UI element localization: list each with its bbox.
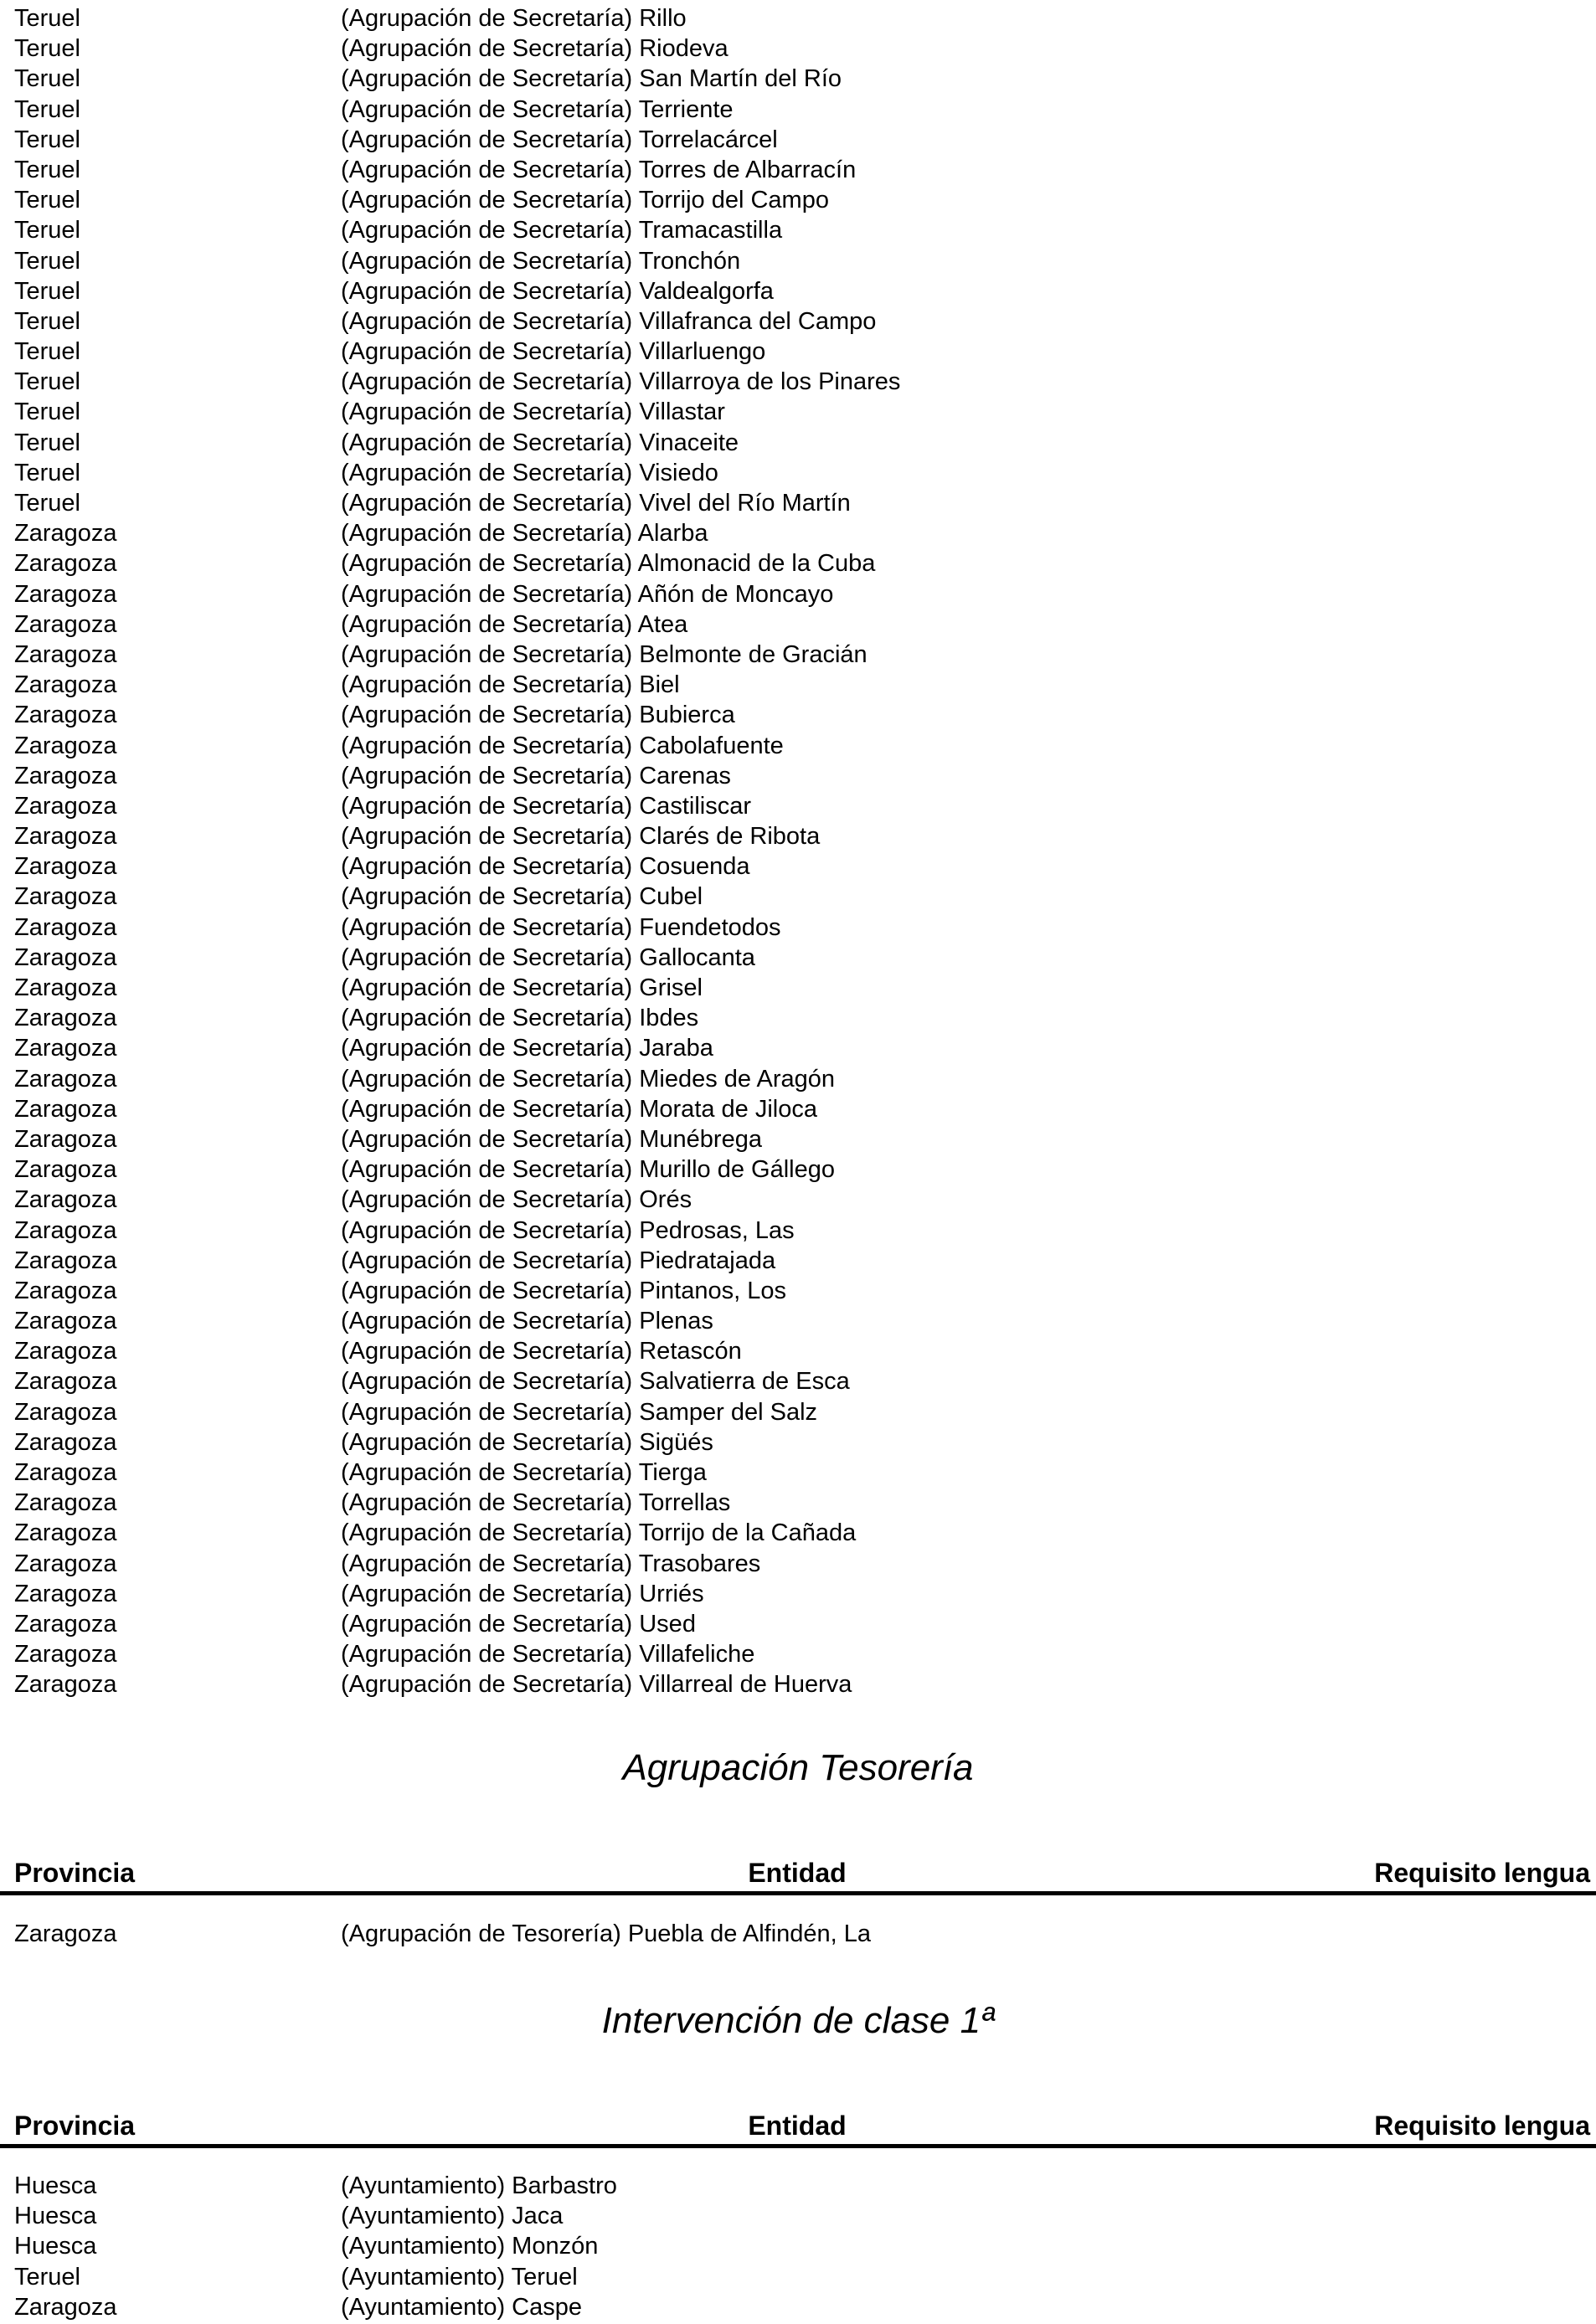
entidad-cell: (Agrupación de Secretaría) Villafeliche bbox=[341, 1641, 755, 1668]
table-row bbox=[0, 1216, 1596, 1246]
entidad-cell: (Agrupación de Secretaría) Murillo de Gállego bbox=[341, 1156, 835, 1184]
provincia-cell: Teruel bbox=[14, 338, 80, 366]
entidad-cell: (Agrupación de Secretaría) Salvatierra de Esca bbox=[341, 1368, 850, 1396]
entidad-cell: (Agrupación de Secretaría) Munébrega bbox=[341, 1125, 762, 1153]
entidad-cell: (Agrupación de Secretaría) Terriente bbox=[341, 95, 734, 123]
entidad-cell: (Agrupación de Secretaría) Clarés de Ribota bbox=[341, 823, 821, 851]
provincia-cell: Teruel bbox=[14, 307, 80, 335]
table-row bbox=[0, 428, 1596, 458]
table-row bbox=[0, 1124, 1596, 1154]
provincia-cell: Teruel bbox=[14, 459, 80, 486]
entidad-cell: (Agrupación de Secretaría) Pintanos, Los bbox=[341, 1277, 786, 1304]
header-entidad: Entidad bbox=[748, 2111, 847, 2141]
provincia-cell: Zaragoza bbox=[14, 671, 117, 699]
table-row bbox=[0, 1639, 1596, 1669]
table-row bbox=[0, 185, 1596, 215]
provincia-cell: Zaragoza bbox=[14, 1459, 117, 1486]
intervencion-header-rule bbox=[0, 2144, 1596, 2148]
provincia-cell: Zaragoza bbox=[14, 610, 117, 638]
entidad-cell: (Agrupación de Secretaría) Plenas bbox=[341, 1308, 713, 1335]
tesoreria-section-title: Agrupación Tesorería bbox=[622, 1747, 974, 1788]
provincia-cell: Zaragoza bbox=[14, 1005, 117, 1032]
entidad-cell: (Agrupación de Secretaría) Villarreal de Huerva bbox=[341, 1671, 852, 1699]
entidad-cell: (Agrupación de Secretaría) San Martín del Río bbox=[341, 65, 842, 93]
table-row bbox=[0, 943, 1596, 973]
provincia-cell: Teruel bbox=[14, 5, 80, 32]
intervencion-list bbox=[0, 2171, 1596, 2322]
table-row bbox=[0, 1306, 1596, 1336]
entidad-cell: (Agrupación de Secretaría) Biel bbox=[341, 671, 680, 699]
table-row bbox=[0, 579, 1596, 609]
entidad-cell: (Ayuntamiento) Teruel bbox=[341, 2263, 578, 2291]
table-row bbox=[0, 337, 1596, 367]
entidad-cell: (Agrupación de Secretaría) Samper del Salz bbox=[341, 1398, 818, 1426]
table-row bbox=[0, 609, 1596, 640]
table-row bbox=[0, 1366, 1596, 1396]
entidad-cell: (Ayuntamiento) Monzón bbox=[341, 2233, 599, 2260]
provincia-cell: Teruel bbox=[14, 187, 80, 214]
provincia-cell: Zaragoza bbox=[14, 1186, 117, 1214]
provincia-cell: Zaragoza bbox=[14, 520, 117, 548]
entidad-cell: (Agrupación de Secretaría) Cabolafuente bbox=[341, 732, 784, 759]
table-row bbox=[0, 458, 1596, 488]
table-row bbox=[0, 518, 1596, 548]
table-row bbox=[0, 1154, 1596, 1185]
table-row bbox=[0, 1458, 1596, 1488]
provincia-cell: Zaragoza bbox=[14, 1428, 117, 1456]
provincia-cell: Zaragoza bbox=[14, 823, 117, 851]
entidad-cell: (Agrupación de Secretaría) Retascón bbox=[341, 1338, 742, 1365]
table-row bbox=[0, 2292, 1596, 2322]
intervencion-table-header bbox=[14, 2109, 1590, 2142]
entidad-cell: (Agrupación de Secretaría) Torrijo del Campo bbox=[341, 187, 829, 214]
table-row bbox=[0, 246, 1596, 276]
provincia-cell: Zaragoza bbox=[14, 1610, 117, 1638]
table-row bbox=[0, 1669, 1596, 1699]
entidad-cell: (Agrupación de Secretaría) Torrellas bbox=[341, 1489, 731, 1517]
entidad-cell: (Agrupación de Secretaría) Piedratajada bbox=[341, 1247, 776, 1274]
entidad-cell: (Agrupación de Secretaría) Tronchón bbox=[341, 247, 741, 275]
entidad-cell: (Agrupación de Secretaría) Fuendetodos bbox=[341, 913, 781, 941]
entidad-cell: (Agrupación de Secretaría) Rillo bbox=[341, 5, 687, 32]
provincia-cell: Zaragoza bbox=[14, 1519, 117, 1547]
entidad-cell: (Agrupación de Secretaría) Riodeva bbox=[341, 35, 728, 63]
entidad-cell: (Agrupación de Secretaría) Morata de Jiloca bbox=[341, 1095, 818, 1123]
table-row bbox=[0, 700, 1596, 730]
entidad-cell: (Agrupación de Secretaría) Villarroya de los Pinares bbox=[341, 368, 901, 396]
entidad-cell: (Agrupación de Secretaría) Villafranca del Campo bbox=[341, 307, 877, 335]
provincia-cell: Zaragoza bbox=[14, 1035, 117, 1062]
entidad-cell: (Agrupación de Secretaría) Carenas bbox=[341, 762, 731, 789]
provincia-cell: Zaragoza bbox=[14, 1277, 117, 1304]
table-row bbox=[0, 1094, 1596, 1124]
provincia-cell: Zaragoza bbox=[14, 883, 117, 911]
table-row bbox=[0, 882, 1596, 912]
entidad-cell: (Agrupación de Secretaría) Trasobares bbox=[341, 1550, 761, 1577]
entidad-cell: (Ayuntamiento) Caspe bbox=[341, 2293, 583, 2321]
provincia-cell: Huesca bbox=[14, 2172, 97, 2199]
provincia-cell: Zaragoza bbox=[14, 1095, 117, 1123]
provincia-cell: Teruel bbox=[14, 247, 80, 275]
table-row bbox=[0, 1518, 1596, 1548]
provincia-cell: Teruel bbox=[14, 156, 80, 183]
table-row bbox=[0, 1549, 1596, 1579]
table-row bbox=[0, 640, 1596, 670]
entidad-cell: (Agrupación de Secretaría) Alarba bbox=[341, 520, 708, 548]
provincia-cell: Teruel bbox=[14, 368, 80, 396]
entidad-cell: (Agrupación de Secretaría) Torrelacárcel bbox=[341, 126, 778, 153]
provincia-cell: Zaragoza bbox=[14, 913, 117, 941]
secretaria-list bbox=[0, 3, 1596, 1700]
entidad-cell: (Agrupación de Secretaría) Cosuenda bbox=[341, 853, 750, 881]
entidad-cell: (Ayuntamiento) Jaca bbox=[341, 2203, 564, 2230]
table-row bbox=[0, 155, 1596, 185]
provincia-cell: Zaragoza bbox=[14, 580, 117, 608]
header-provincia: Provincia bbox=[14, 2111, 136, 2141]
table-row bbox=[0, 548, 1596, 578]
table-row bbox=[0, 367, 1596, 397]
table-row bbox=[0, 488, 1596, 518]
table-row bbox=[0, 1488, 1596, 1518]
intervencion-section-title: Intervención de clase 1ª bbox=[601, 2000, 995, 2041]
table-row bbox=[0, 2201, 1596, 2231]
provincia-cell: Zaragoza bbox=[14, 702, 117, 729]
table-row bbox=[0, 2262, 1596, 2292]
entidad-cell: (Agrupación de Secretaría) Vivel del Río Martín bbox=[341, 490, 851, 517]
provincia-cell: Teruel bbox=[14, 277, 80, 305]
provincia-cell: Zaragoza bbox=[14, 550, 117, 578]
provincia-cell: Teruel bbox=[14, 429, 80, 456]
table-row bbox=[0, 1336, 1596, 1366]
table-row bbox=[0, 1033, 1596, 1063]
entidad-cell: (Agrupación de Secretaría) Miedes de Aragón bbox=[341, 1065, 836, 1093]
provincia-cell: Zaragoza bbox=[14, 1550, 117, 1577]
tesoreria-table-header bbox=[14, 1856, 1590, 1890]
provincia-cell: Zaragoza bbox=[14, 640, 117, 668]
table-row bbox=[0, 851, 1596, 882]
provincia-cell: Teruel bbox=[14, 2263, 80, 2291]
provincia-cell: Zaragoza bbox=[14, 1216, 117, 1244]
entidad-cell: (Agrupación de Secretaría) Torrijo de la Cañada bbox=[341, 1519, 857, 1547]
provincia-cell: Zaragoza bbox=[14, 943, 117, 971]
provincia-cell: Zaragoza bbox=[14, 1338, 117, 1365]
table-row bbox=[0, 1276, 1596, 1306]
table-row bbox=[0, 913, 1596, 943]
table-row bbox=[0, 1427, 1596, 1458]
table-row bbox=[0, 761, 1596, 791]
provincia-cell: Zaragoza bbox=[14, 1156, 117, 1184]
provincia-cell: Huesca bbox=[14, 2233, 97, 2260]
entidad-cell: (Agrupación de Secretaría) Cubel bbox=[341, 883, 703, 911]
provincia-cell: Zaragoza bbox=[14, 1247, 117, 1274]
provincia-cell: Zaragoza bbox=[14, 1641, 117, 1668]
provincia-cell: Zaragoza bbox=[14, 732, 117, 759]
table-row bbox=[0, 1064, 1596, 1094]
table-row bbox=[0, 2231, 1596, 2261]
table-row bbox=[0, 1609, 1596, 1639]
entidad-cell: (Agrupación de Tesorería) Puebla de Alfindén, La bbox=[341, 1920, 872, 1947]
table-row bbox=[0, 276, 1596, 306]
provincia-cell: Zaragoza bbox=[14, 1065, 117, 1093]
tesoreria-header-rule bbox=[0, 1891, 1596, 1895]
provincia-cell: Zaragoza bbox=[14, 1489, 117, 1517]
provincia-cell: Zaragoza bbox=[14, 1125, 117, 1153]
entidad-cell: (Agrupación de Secretaría) Vinaceite bbox=[341, 429, 739, 456]
provincia-cell: Zaragoza bbox=[14, 1580, 117, 1607]
entidad-cell: (Agrupación de Secretaría) Grisel bbox=[341, 974, 703, 1001]
entidad-cell: (Agrupación de Secretaría) Belmonte de Gracián bbox=[341, 640, 868, 668]
table-row bbox=[0, 670, 1596, 700]
provincia-cell: Teruel bbox=[14, 65, 80, 93]
entidad-cell: (Agrupación de Secretaría) Castiliscar bbox=[341, 792, 751, 820]
table-row bbox=[0, 33, 1596, 64]
entidad-cell: (Agrupación de Secretaría) Villastar bbox=[341, 398, 725, 426]
entidad-cell: (Agrupación de Secretaría) Ibdes bbox=[341, 1005, 699, 1032]
table-row bbox=[0, 125, 1596, 155]
provincia-cell: Zaragoza bbox=[14, 1671, 117, 1699]
table-row bbox=[0, 95, 1596, 125]
provincia-cell: Teruel bbox=[14, 217, 80, 244]
provincia-cell: Zaragoza bbox=[14, 1308, 117, 1335]
entidad-cell: (Agrupación de Secretaría) Pedrosas, Las bbox=[341, 1216, 795, 1244]
entidad-cell: (Agrupación de Secretaría) Orés bbox=[341, 1186, 692, 1214]
table-row bbox=[0, 64, 1596, 94]
provincia-cell: Zaragoza bbox=[14, 1920, 117, 1947]
table-row bbox=[0, 215, 1596, 245]
header-provincia: Provincia bbox=[14, 1858, 136, 1888]
header-requisito-lengua: Requisito lengua bbox=[1374, 1858, 1590, 1888]
entidad-cell: (Agrupación de Secretaría) Visiedo bbox=[341, 459, 718, 486]
table-row bbox=[0, 1246, 1596, 1276]
entidad-cell: (Agrupación de Secretaría) Añón de Moncayo bbox=[341, 580, 834, 608]
provincia-cell: Teruel bbox=[14, 35, 80, 63]
entidad-cell: (Agrupación de Secretaría) Tramacastilla bbox=[341, 217, 783, 244]
entidad-cell: (Agrupación de Secretaría) Valdealgorfa bbox=[341, 277, 774, 305]
table-row bbox=[0, 1397, 1596, 1427]
entidad-cell: (Agrupación de Secretaría) Used bbox=[341, 1610, 696, 1638]
table-row bbox=[0, 306, 1596, 337]
entidad-cell: (Agrupación de Secretaría) Almonacid de la Cuba bbox=[341, 550, 876, 578]
entidad-cell: (Agrupación de Secretaría) Bubierca bbox=[341, 702, 735, 729]
provincia-cell: Huesca bbox=[14, 2203, 97, 2230]
provincia-cell: Zaragoza bbox=[14, 792, 117, 820]
table-row bbox=[0, 791, 1596, 821]
header-entidad: Entidad bbox=[748, 1858, 847, 1888]
entidad-cell: (Agrupación de Secretaría) Urriés bbox=[341, 1580, 704, 1607]
entidad-cell: (Agrupación de Secretaría) Torres de Albarracín bbox=[341, 156, 857, 183]
table-row bbox=[0, 397, 1596, 427]
provincia-cell: Zaragoza bbox=[14, 2293, 117, 2321]
table-row bbox=[0, 821, 1596, 851]
entidad-cell: (Agrupación de Secretaría) Atea bbox=[341, 610, 688, 638]
entidad-cell: (Agrupación de Secretaría) Gallocanta bbox=[341, 943, 755, 971]
provincia-cell: Zaragoza bbox=[14, 762, 117, 789]
provincia-cell: Teruel bbox=[14, 490, 80, 517]
entidad-cell: (Ayuntamiento) Barbastro bbox=[341, 2172, 617, 2199]
table-row bbox=[0, 1003, 1596, 1033]
entidad-cell: (Agrupación de Secretaría) Jaraba bbox=[341, 1035, 713, 1062]
provincia-cell: Zaragoza bbox=[14, 1398, 117, 1426]
table-row bbox=[0, 1919, 1596, 1949]
header-requisito-lengua: Requisito lengua bbox=[1374, 2111, 1590, 2141]
provincia-cell: Zaragoza bbox=[14, 974, 117, 1001]
tesoreria-list bbox=[0, 1919, 1596, 1949]
table-row bbox=[0, 1185, 1596, 1215]
table-row bbox=[0, 1579, 1596, 1609]
table-row bbox=[0, 973, 1596, 1003]
table-row bbox=[0, 731, 1596, 761]
table-row bbox=[0, 2171, 1596, 2201]
provincia-cell: Zaragoza bbox=[14, 853, 117, 881]
entidad-cell: (Agrupación de Secretaría) Sigüés bbox=[341, 1428, 713, 1456]
entidad-cell: (Agrupación de Secretaría) Tierga bbox=[341, 1459, 707, 1486]
entidad-cell: (Agrupación de Secretaría) Villarluengo bbox=[341, 338, 766, 366]
provincia-cell: Teruel bbox=[14, 95, 80, 123]
provincia-cell: Teruel bbox=[14, 398, 80, 426]
provincia-cell: Teruel bbox=[14, 126, 80, 153]
table-row bbox=[0, 3, 1596, 33]
provincia-cell: Zaragoza bbox=[14, 1368, 117, 1396]
